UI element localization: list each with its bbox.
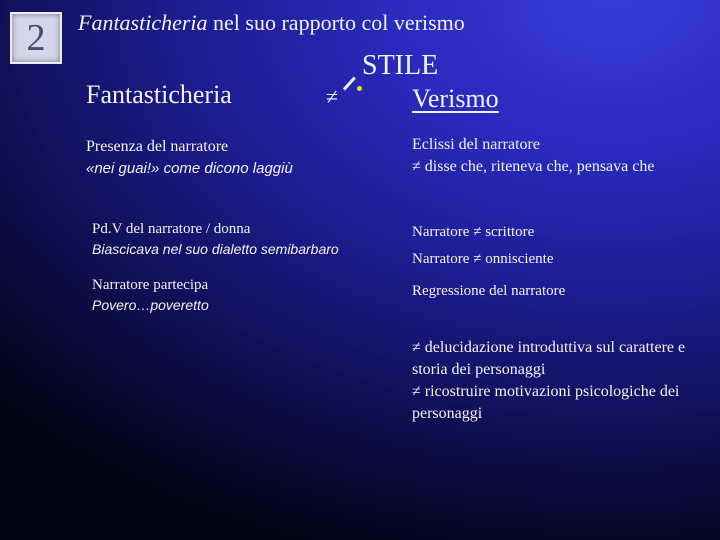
right-block-line4: personaggi — [412, 405, 483, 422]
right-item-2-line1: Narratore ≠ scrittore — [412, 224, 535, 240]
left-item-2 — [92, 220, 339, 259]
right-item-2-line2: Narratore ≠ onnisciente — [412, 251, 554, 267]
right-block-line1: ≠ delucidazione introduttiva sul carattere e — [412, 339, 686, 356]
right-block-line2: storia dei personaggi — [412, 361, 546, 378]
slide-number-badge — [10, 12, 62, 64]
right-item-1-line2: ≠ disse che, riteneva che, pensava che — [412, 158, 655, 175]
left-item-1 — [86, 136, 293, 179]
slide-title-rest: nel suo rapporto col verismo — [207, 10, 465, 35]
right-item-1 — [412, 134, 654, 178]
left-item-1-line1: Presenza del narratore — [86, 138, 229, 155]
left-item-2-line1: Pd.V del narratore / donna — [92, 221, 251, 237]
right-item-1-line1: Eclissi del narratore — [412, 136, 540, 153]
arrow-dot-icon — [357, 86, 362, 91]
left-item-2-line2: Biascicava nel suo dialetto semibarbaro — [92, 241, 339, 257]
header-verismo: Verismo — [412, 84, 499, 113]
right-item-3 — [412, 280, 565, 302]
header-fantasticheria: Fantasticheria — [86, 80, 232, 109]
right-bottom-block — [412, 337, 720, 425]
slide-title — [78, 10, 465, 36]
right-item-2 — [412, 219, 554, 273]
slide-number: 2 — [26, 17, 46, 59]
not-equal-symbol: ≠ — [326, 84, 339, 109]
right-block-line3: ≠ ricostruire motivazioni psicologiche dei — [412, 383, 680, 400]
arrow-decoration-icon — [343, 77, 356, 91]
right-item-3-line1: Regressione del narratore — [412, 283, 566, 299]
left-item-3-line1: Narratore partecipa — [92, 277, 209, 293]
left-item-3 — [92, 276, 209, 315]
slide-title-italic: Fantasticheria — [78, 10, 208, 35]
header-stile: STILE — [362, 50, 439, 81]
left-item-1-line2: «nei guai!» come dicono laggiù — [86, 160, 293, 177]
left-item-3-line2: Povero…poveretto — [92, 297, 209, 313]
